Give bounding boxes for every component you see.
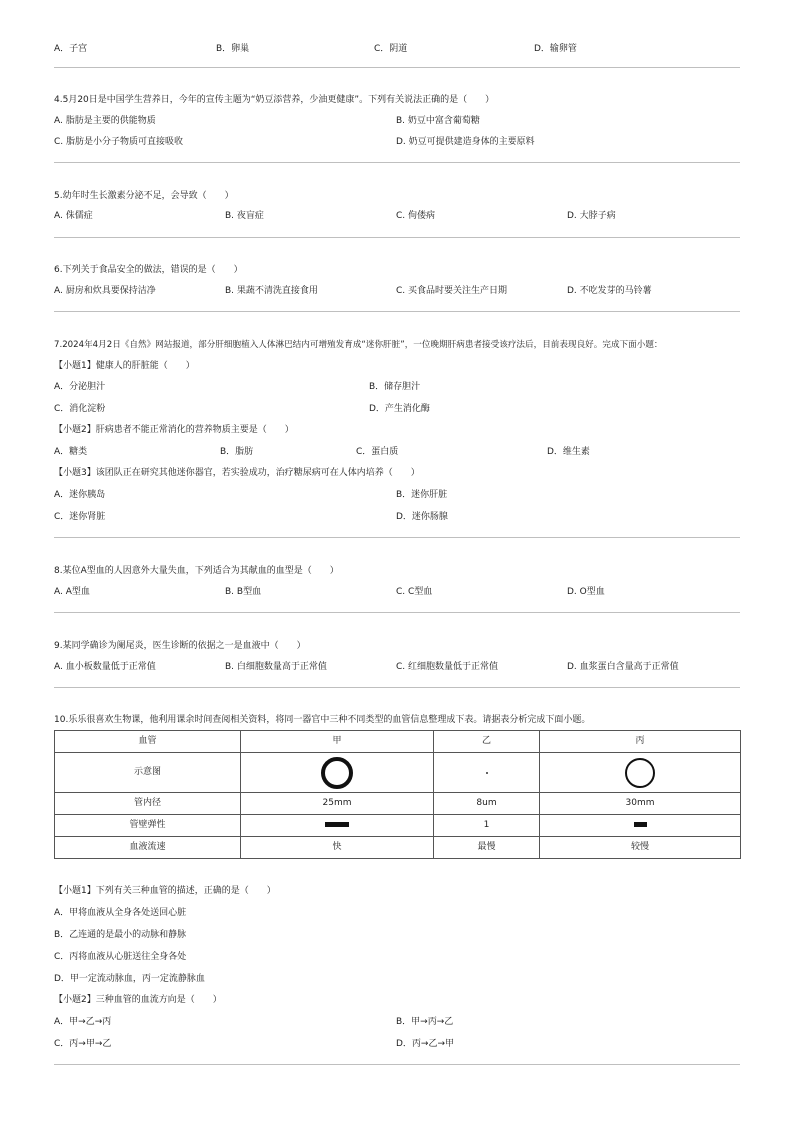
separator [54,162,740,163]
q3-option-d: D．输卵管 [534,44,577,54]
q9-option-c: C. 红细胞数量低于正常值 [396,662,499,672]
q6-option-d: D. 不吃发芽的马铃薯 [567,286,652,296]
q6-stem: 6.下列关于食品安全的做法，错误的是（ ） [54,265,243,275]
q8-option-a: A. A型血 [54,587,90,597]
q4-option-d: D. 奶豆可提供建造身体的主要原料 [396,137,535,147]
q7-sub2-option-b: B．脂肪 [220,447,254,457]
q10-sub2-stem: 【小题2】三种血管的血流方向是（ ） [54,995,222,1005]
q10-sub1-stem: 【小题1】下列有关三种血管的描述，正确的是（ ） [54,886,276,896]
q3-option-b: B．卵巢 [216,44,250,54]
q7-sub3-option-c: C．迷你肾脏 [54,512,106,522]
q10-sub1-option-b: B．乙连通的是最小的动脉和静脉 [54,930,187,940]
vessel-bing-ring-icon [625,758,655,788]
q10-sub1-option-c: C．丙将血液从心脏送往全身各处 [54,952,187,962]
vessel-jia-elasticity [241,815,434,837]
q10-stem: 10.乐乐很喜欢生物课，他利用课余时间查阅相关资料，将同一器官中三种不同类型的血管信息整理成下表。请据表分析完成下面小题。 [54,715,591,725]
separator [54,537,740,538]
q8-option-d: D. O型血 [567,587,605,597]
q7-sub1-option-b: B．储存胆汁 [369,382,421,392]
separator [54,237,740,238]
table-row [55,793,741,815]
q4-option-a: A. 脂肪是主要的供能物质 [54,116,156,126]
table-row [55,815,741,837]
table-header-cell: 甲 [241,731,434,753]
thick-wall-bar-icon [325,822,349,827]
q7-sub2-option-c: C．蛋白质 [356,447,399,457]
q3-option-c: C．阴道 [374,44,408,54]
q7-sub3-option-b: B．迷你肝脏 [396,490,448,500]
q7-sub3-option-d: D．迷你肠腺 [396,512,448,522]
table-cell: 25mm [241,793,434,815]
q7-sub2-option-a: A．糖类 [54,447,88,457]
vessel-jia-ring-icon [321,757,353,789]
q7-sub2-stem: 【小题2】肝病患者不能正常消化的营养物质主要是（ ） [54,425,294,435]
q5-stem: 5.幼年时生长激素分泌不足，会导致（ ） [54,191,234,201]
q7-sub3-stem: 【小题3】该团队正在研究其他迷你器官，若实验成功，治疗糖尿病可在人体内培养（ ） [54,468,420,478]
table-header-cell: 血管 [55,731,241,753]
table-cell: 快 [241,837,434,859]
q5-option-c: C. 佝偻病 [396,211,436,221]
q7-stem: 7.2024年4月2日《自然》网站报道，部分肝细胞植入人体淋巴结内可增殖发育成“迷你肝脏”，一位晚期肝病患者接受该疗法后，目前表现良好。完成下面小题： [54,340,663,350]
table-cell: 血液流速 [55,837,241,859]
q10-sub2-option-a: A．甲→乙→丙 [54,1017,112,1027]
blood-vessel-table [54,730,741,859]
q4-option-b: B. 奶豆中富含葡萄糖 [396,116,480,126]
table-header-cell: 乙 [434,731,540,753]
q8-option-c: C. C型血 [396,587,433,597]
q7-sub1-stem: 【小题1】健康人的肝脏能（ ） [54,361,195,371]
table-cell: 8um [434,793,540,815]
q8-stem: 8.某位A型血的人因意外大量失血，下列适合为其献血的血型是（ ） [54,566,339,576]
table-row [55,837,741,859]
q6-option-c: C. 买食品时要关注生产日期 [396,286,508,296]
q9-option-b: B. 白细胞数量高于正常值 [225,662,327,672]
q5-option-b: B. 夜盲症 [225,211,264,221]
q7-sub3-option-a: A．迷你胰岛 [54,490,106,500]
q5-option-a: A. 侏儒症 [54,211,93,221]
q10-sub2-option-c: C．丙→甲→乙 [54,1039,112,1049]
q10-sub1-option-d: D．甲一定流动脉血，丙一定流静脉血 [54,974,205,984]
q7-sub2-option-d: D．维生素 [547,447,590,457]
vessel-yi-dot-icon [486,772,488,774]
q7-sub1-option-c: C．消化淀粉 [54,404,106,414]
q4-stem: 4.5月20日是中国学生营养日，今年的宣传主题为“奶豆添营养，少油更健康”。下列有关说法正确的是（ ） [54,95,495,105]
thin-wall-bar-icon [634,822,647,827]
separator [54,612,740,613]
q6-option-b: B. 果蔬不清洗直接食用 [225,286,318,296]
table-cell: 示意图 [55,753,241,793]
q9-stem: 9.某同学确诊为阑尾炎，医生诊断的依据之一是血液中（ ） [54,641,306,651]
table-cell: 管壁弹性 [55,815,241,837]
q5-option-d: D. 大脖子病 [567,211,616,221]
q7-sub1-option-a: A．分泌胆汁 [54,382,106,392]
q7-sub1-option-d: D．产生消化酶 [369,404,430,414]
table-header-cell: 丙 [540,731,741,753]
separator [54,687,740,688]
vessel-bing-elasticity [540,815,741,837]
vessel-jia-diagram [241,753,434,793]
table-cell: 较慢 [540,837,741,859]
q6-option-a: A. 厨房和炊具要保持洁净 [54,286,156,296]
q8-option-b: B. B型血 [225,587,262,597]
vessel-yi-diagram [434,753,540,793]
table-cell: 最慢 [434,837,540,859]
table-row [55,753,741,793]
table-row [55,731,741,753]
vessel-bing-diagram [540,753,741,793]
q4-option-c: C. 脂肪是小分子物质可直接吸收 [54,137,184,147]
table-cell: 30mm [540,793,741,815]
q10-sub2-option-d: D．丙→乙→甲 [396,1039,455,1049]
table-cell: 管内径 [55,793,241,815]
q3-option-a: A．子宫 [54,44,88,54]
table-cell: 1 [434,815,540,837]
separator [54,1064,740,1065]
separator [54,67,740,68]
q10-sub1-option-a: A．甲将血液从全身各处送回心脏 [54,908,187,918]
q9-option-d: D. 血浆蛋白含量高于正常值 [567,662,679,672]
q9-option-a: A. 血小板数量低于正常值 [54,662,156,672]
separator [54,311,740,312]
q10-sub2-option-b: B．甲→丙→乙 [396,1017,454,1027]
